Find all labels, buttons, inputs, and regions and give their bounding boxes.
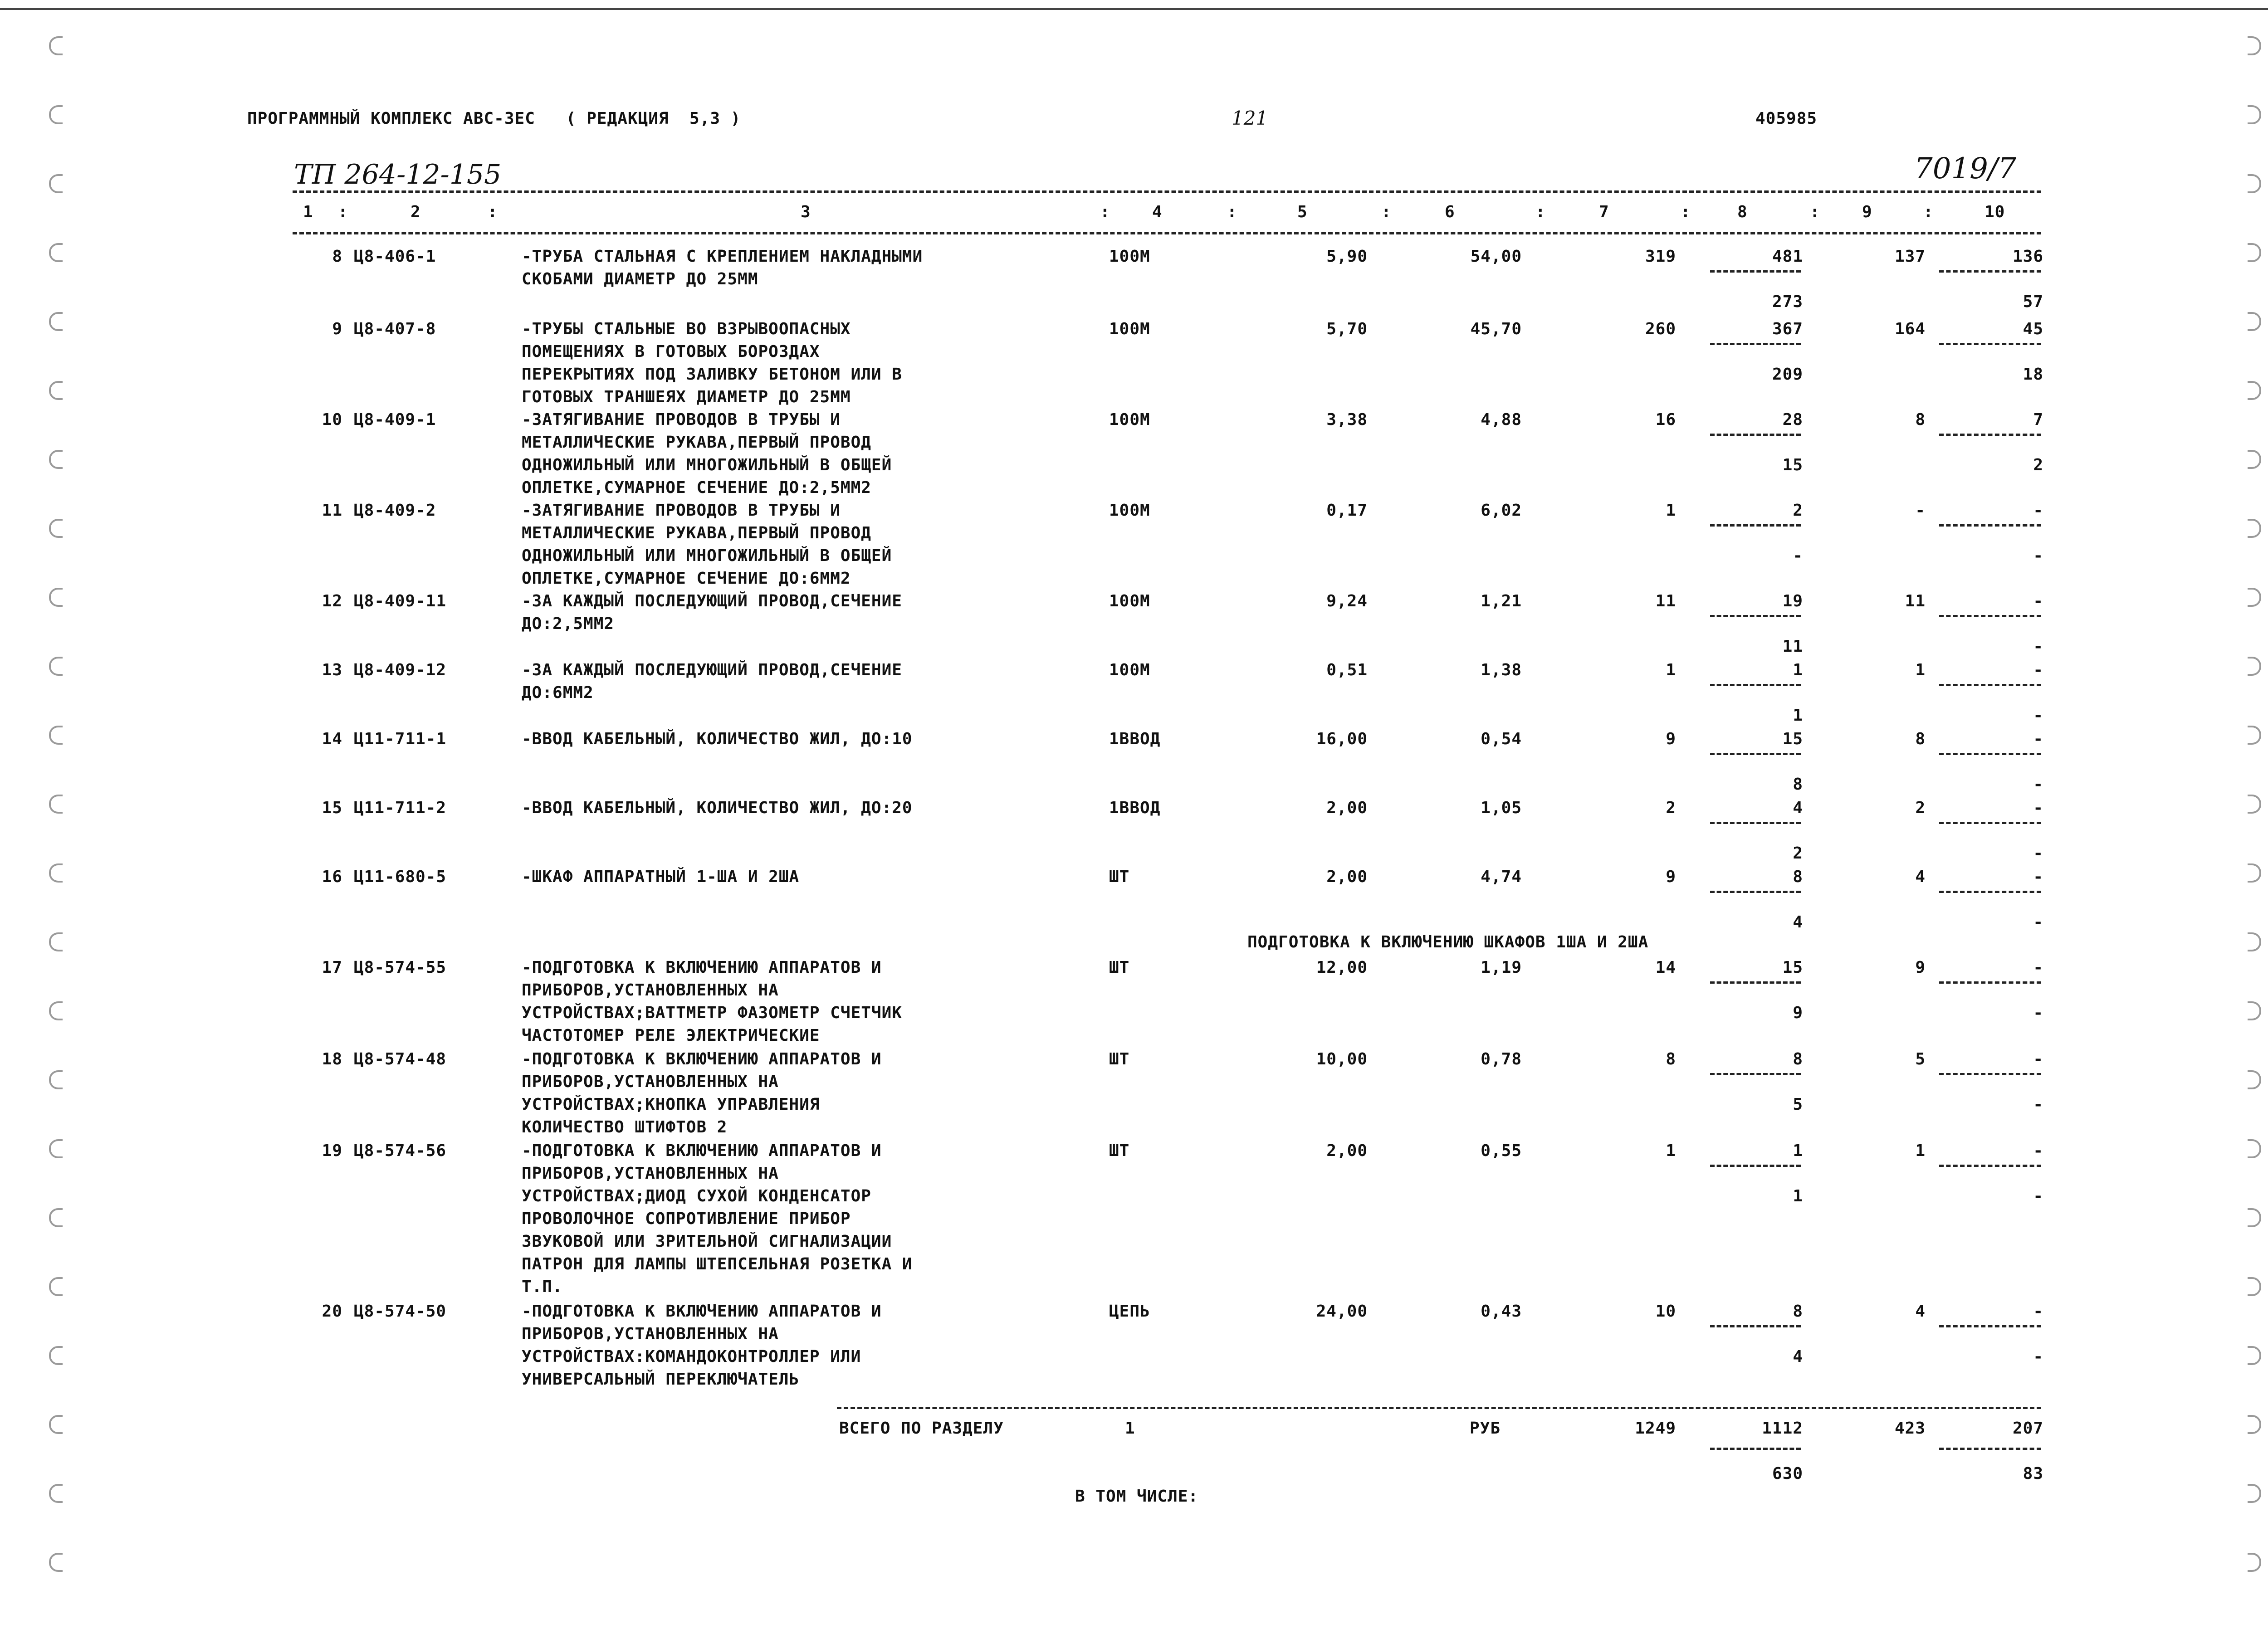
row-unit: 100М [1109,247,1150,266]
row-unit-price: 0,54 [1481,730,1522,748]
header-rule-top [293,190,2041,193]
feed-hole-left [49,36,63,55]
row-unit-price: 54,00 [1470,247,1522,266]
row-quantity: 10,00 [1316,1050,1368,1068]
row-description-line: ПОМЕЩЕНИЯХ В ГОТОВЫХ БОРОЗДАХ [522,342,820,361]
row-operation-divider [1939,615,2041,617]
row-wages: 15 [1782,958,1803,977]
row-operation-divider [1939,822,2041,824]
row-operation-sub: - [2033,1347,2043,1366]
row-wages-sub: 15 [1782,456,1803,474]
feed-hole-left [49,105,63,124]
row-machines: 8 [1915,730,1926,748]
row-description-line: -ТРУБЫ СТАЛЬНЫЕ ВО ВЗРЫВООПАСНЫХ [522,320,851,338]
feed-hole-left [49,1484,63,1503]
feed-hole-right [2248,657,2261,676]
column-header-4: 4 [1152,203,1163,221]
feed-hole-left [49,381,63,400]
row-description-line: -ПОДГОТОВКА К ВКЛЮЧЕНИЮ АППАРАТОВ И [522,1302,882,1321]
row-unit-price: 4,74 [1481,868,1522,886]
row-number: 10 [322,410,342,429]
row-machines: 9 [1915,958,1926,977]
row-description-line: -ЗАТЯГИВАНИЕ ПРОВОДОВ В ТРУБЫ И [522,501,841,520]
row-number: 20 [322,1302,342,1321]
row-description-line: ПРИБОРОВ,УСТАНОВЛЕННЫХ НА [522,1325,779,1343]
feed-hole-right [2248,519,2261,538]
row-description-line: МЕТАЛЛИЧЕСКИЕ РУКАВА,ПЕРВЫЙ ПРОВОД [522,524,871,542]
row-quantity: 0,51 [1326,661,1368,679]
row-operation: - [2033,730,2043,748]
row-number: 16 [322,868,342,886]
column-header-6: 6 [1445,203,1455,221]
row-unit-price: 1,05 [1481,799,1522,817]
row-description-line: МЕТАЛЛИЧЕСКИЕ РУКАВА,ПЕРВЫЙ ПРОВОД [522,433,871,452]
row-operation-sub: - [2033,706,2043,725]
row-unit-price: 6,02 [1481,501,1522,520]
column-separator: : [1381,203,1392,221]
row-description-line: УСТРОЙСТВАХ;КНОПКА УПРАВЛЕНИЯ [522,1095,820,1114]
row-total-cost: 260 [1645,320,1676,338]
row-operation: - [2033,958,2043,977]
total-c8: 1112 [1762,1419,1803,1438]
row-operation-divider [1939,684,2041,686]
row-description-line: ГОТОВЫХ ТРАНШЕЯХ ДИАМЕТР ДО 25ММ [522,388,851,406]
row-number: 11 [322,501,342,520]
row-description-line: ДО:6ММ2 [522,683,594,702]
row-operation-sub: - [2033,913,2043,932]
row-wages-divider [1710,822,1801,824]
row-wages-sub: 1 [1793,1187,1803,1205]
row-description-line: Т.П. [522,1278,563,1296]
row-wages-sub: 8 [1793,775,1803,794]
row-quantity: 16,00 [1316,730,1368,748]
row-quantity: 2,00 [1326,1141,1368,1160]
row-wages-sub: 5 [1793,1095,1803,1114]
row-unit: ШТ [1109,868,1130,886]
row-description-line: ЗВУКОВОЙ ИЛИ ЗРИТЕЛЬНОЙ СИГНАЛИЗАЦИИ [522,1232,892,1251]
feed-hole-right [2248,36,2261,55]
total-currency: РУБ [1470,1419,1501,1438]
row-total-cost: 2 [1666,799,1676,817]
row-operation-sub: - [2033,637,2043,656]
row-wages: 8 [1793,1302,1803,1321]
row-description-line: ПРИБОРОВ,УСТАНОВЛЕННЫХ НА [522,981,779,1000]
footer-note: В ТОМ ЧИСЛЕ: [1075,1487,1199,1506]
row-description-line: ДО:2,5ММ2 [522,615,615,633]
row-description-line: -ЗА КАЖДЫЙ ПОСЛЕДУЮЩИЙ ПРОВОД,СЕЧЕНИЕ [522,592,902,610]
row-code: Ц11-711-2 [354,799,447,817]
row-description-line: УНИВЕРСАЛЬНЫЙ ПЕРЕКЛЮЧАТЕЛЬ [522,1370,800,1389]
row-total-cost: 10 [1655,1302,1676,1321]
feed-hole-right [2248,450,2261,469]
row-operation: 136 [2012,247,2043,266]
row-machines: 11 [1905,592,1926,610]
feed-hole-left [49,1070,63,1089]
row-number: 9 [332,320,342,338]
row-code: Ц8-409-12 [354,661,447,679]
row-wages: 15 [1782,730,1803,748]
document-code: 405985 [1755,109,1818,128]
row-description-line: ПРИБОРОВ,УСТАНОВЛЕННЫХ НА [522,1164,779,1183]
row-operation: - [2033,501,2043,520]
feed-hole-left [49,1001,63,1020]
header-rule-bottom [293,232,2041,234]
row-quantity: 2,00 [1326,868,1368,886]
row-wages-divider [1710,615,1801,617]
row-total-cost: 1 [1666,1141,1676,1160]
row-total-cost: 1 [1666,501,1676,520]
row-operation-divider [1939,434,2041,436]
row-wages-sub: 2 [1793,844,1803,863]
row-operation: - [2033,799,2043,817]
row-description-line: ОДНОЖИЛЬНЫЙ ИЛИ МНОГОЖИЛЬНЫЙ В ОБЩЕЙ [522,456,892,474]
row-code: Ц11-711-1 [354,730,447,748]
feed-hole-left [49,863,63,883]
row-operation-divider [1939,270,2041,273]
row-machines: 1 [1915,1141,1926,1160]
row-operation-sub: - [2033,546,2043,565]
feed-hole-right [2248,932,2261,951]
row-number: 14 [322,730,342,748]
row-number: 12 [322,592,342,610]
row-wages: 367 [1772,320,1803,338]
row-quantity: 5,70 [1326,320,1368,338]
row-wages-sub: 273 [1772,293,1803,311]
row-wages-divider [1710,684,1801,686]
row-description-line: ЧАСТОТОМЕР РЕЛЕ ЭЛЕКТРИЧЕСКИЕ [522,1026,820,1045]
row-operation-divider [1939,1325,2041,1327]
row-code: Ц8-409-2 [354,501,436,520]
column-separator: : [1923,203,1934,221]
row-description-line: -ПОДГОТОВКА К ВКЛЮЧЕНИЮ АППАРАТОВ И [522,1050,882,1068]
total-c9: 423 [1894,1419,1926,1438]
feed-hole-left [49,795,63,814]
feed-hole-right [2248,863,2261,883]
row-total-cost: 16 [1655,410,1676,429]
row-total-cost: 14 [1655,958,1676,977]
row-wages-divider [1710,891,1801,893]
row-operation: 7 [2033,410,2043,429]
row-unit-price: 1,21 [1481,592,1522,610]
row-code: Ц8-574-56 [354,1141,447,1160]
row-number: 15 [322,799,342,817]
row-operation-sub: 18 [2023,365,2043,384]
row-wages: 1 [1793,661,1803,679]
row-unit: 100М [1109,592,1150,610]
row-wages-sub: 11 [1782,637,1803,656]
row-wages-divider [1710,981,1801,984]
row-number: 17 [322,958,342,977]
row-unit-price: 0,55 [1481,1141,1522,1160]
row-unit: 100М [1109,501,1150,520]
feed-hole-left [49,1346,63,1365]
feed-hole-right [2248,174,2261,193]
row-operation-divider [1939,981,2041,984]
feed-hole-left [49,450,63,469]
row-wages-divider [1710,1325,1801,1327]
row-operation-sub: - [2033,844,2043,863]
feed-hole-right [2248,726,2261,745]
row-code: Ц11-680-5 [354,868,447,886]
row-description-line: -ШКАФ АППАРАТНЫЙ 1-ША И 2ША [522,868,800,886]
row-quantity: 3,38 [1326,410,1368,429]
top-edge [0,8,2268,10]
feed-hole-right [2248,588,2261,607]
total-c10: 207 [2012,1419,2043,1438]
row-description-line: ПАТРОН ДЛЯ ЛАМПЫ ШТЕПСЕЛЬНАЯ РОЗЕТКА И [522,1255,913,1273]
feed-hole-right [2248,243,2261,262]
column-separator: : [1681,203,1691,221]
column-separator: : [1227,203,1237,221]
row-unit-price: 1,38 [1481,661,1522,679]
row-description-line: -ПОДГОТОВКА К ВКЛЮЧЕНИЮ АППАРАТОВ И [522,958,882,977]
feed-hole-left [49,1553,63,1572]
row-wages-sub: - [1793,546,1803,565]
feed-hole-right [2248,381,2261,400]
row-number: 13 [322,661,342,679]
sheet-number: 7019/7 [1914,152,2017,185]
row-quantity: 0,17 [1326,501,1368,520]
row-quantity: 2,00 [1326,799,1368,817]
row-unit: ШТ [1109,958,1130,977]
feed-hole-right [2248,312,2261,331]
row-unit-price: 0,43 [1481,1302,1522,1321]
row-wages-divider [1710,1165,1801,1167]
row-machines: 4 [1915,1302,1926,1321]
row-operation-sub: 2 [2033,456,2043,474]
page-mark: 121 [1232,107,1268,129]
row-wages: 4 [1793,799,1803,817]
column-header-9: 9 [1862,203,1872,221]
row-unit: 1ВВОД [1109,730,1161,748]
row-wages-sub: 4 [1793,913,1803,932]
row-number: 18 [322,1050,342,1068]
row-description-line: ПРОВОЛОЧНОЕ СОПРОТИВЛЕНИЕ ПРИБОР [522,1210,851,1228]
feed-hole-left [49,588,63,607]
feed-hole-right [2248,1484,2261,1503]
row-operation: - [2033,868,2043,886]
feed-hole-right [2248,795,2261,814]
row-unit-price: 4,88 [1481,410,1522,429]
row-unit: 100М [1109,661,1150,679]
column-separator: : [488,203,498,221]
row-wages-sub: 209 [1772,365,1803,384]
total-c8-divider [1710,1448,1801,1450]
column-header-5: 5 [1297,203,1308,221]
feed-hole-right [2248,1070,2261,1089]
feed-hole-right [2248,1208,2261,1227]
feed-hole-right [2248,1415,2261,1434]
row-unit: ШТ [1109,1141,1130,1160]
row-machines: 2 [1915,799,1926,817]
row-operation: - [2033,1141,2043,1160]
feed-hole-right [2248,1139,2261,1158]
row-unit-price: 1,19 [1481,958,1522,977]
column-header-3: 3 [801,203,811,221]
row-machines: - [1915,501,1926,520]
row-unit: 1ВВОД [1109,799,1161,817]
row-description-line: ПРИБОРОВ,УСТАНОВЛЕННЫХ НА [522,1073,779,1091]
feed-hole-right [2248,1346,2261,1365]
row-total-cost: 9 [1666,730,1676,748]
feed-hole-left [49,519,63,538]
row-operation-sub: - [2033,1095,2043,1114]
row-operation: - [2033,1302,2043,1321]
feed-hole-right [2248,1277,2261,1296]
column-separator: : [1535,203,1546,221]
feed-hole-left [49,726,63,745]
section-note: ПОДГОТОВКА К ВКЛЮЧЕНИЮ ШКАФОВ 1ША И 2ША [1247,933,1649,951]
row-machines: 8 [1915,410,1926,429]
row-description-line: -ВВОД КАБЕЛЬНЫЙ, КОЛИЧЕСТВО ЖИЛ, ДО:10 [522,730,913,748]
row-operation: 45 [2023,320,2043,338]
total-c10-divider [1939,1448,2041,1450]
row-wages: 8 [1793,868,1803,886]
row-number: 8 [332,247,342,266]
row-total-cost: 9 [1666,868,1676,886]
row-description-line: ОПЛЕТКЕ,СУМАРНОЕ СЕЧЕНИЕ ДО:6ММ2 [522,569,851,588]
row-wages-divider [1710,524,1801,527]
row-wages-sub: 4 [1793,1347,1803,1366]
row-wages-divider [1710,1073,1801,1075]
feed-hole-left [49,1139,63,1158]
row-quantity: 12,00 [1316,958,1368,977]
row-wages: 8 [1793,1050,1803,1068]
row-operation-divider [1939,891,2041,893]
row-operation-sub: - [2033,1004,2043,1022]
row-total-cost: 319 [1645,247,1676,266]
total-label: ВСЕГО ПО РАЗДЕЛУ [839,1419,1004,1438]
row-operation-sub: - [2033,775,2043,794]
row-wages: 28 [1782,410,1803,429]
row-machines: 164 [1894,320,1926,338]
row-wages: 481 [1772,247,1803,266]
feed-hole-right [2248,1001,2261,1020]
total-c10b: 83 [2023,1464,2043,1483]
row-unit-price: 0,78 [1481,1050,1522,1068]
row-operation: - [2033,661,2043,679]
row-unit: ШТ [1109,1050,1130,1068]
row-description-line: -ТРУБА СТАЛЬНАЯ С КРЕПЛЕНИЕМ НАКЛАДНЫМИ [522,247,923,266]
row-wages-divider [1710,434,1801,436]
feed-hole-left [49,1415,63,1434]
row-code: Ц8-574-50 [354,1302,447,1321]
row-description-line: СКОБАМИ ДИАМЕТР ДО 25ММ [522,270,758,288]
row-wages-divider [1710,343,1801,345]
total-c8b: 630 [1772,1464,1803,1483]
row-machines: 137 [1894,247,1926,266]
row-description-line: ПЕРЕКРЫТИЯХ ПОД ЗАЛИВКУ БЕТОНОМ ИЛИ В [522,365,902,384]
feed-hole-left [49,174,63,193]
row-operation-divider [1939,753,2041,755]
row-code: Ц8-406-1 [354,247,436,266]
row-unit: 100М [1109,320,1150,338]
row-operation-sub: - [2033,1187,2043,1205]
row-operation-divider [1939,524,2041,527]
feed-hole-left [49,243,63,262]
column-header-2: 2 [411,203,421,221]
row-wages: 19 [1782,592,1803,610]
row-description-line: УСТРОЙСТВАХ;ДИОД СУХОЙ КОНДЕНСАТОР [522,1187,871,1205]
feed-hole-left [49,657,63,676]
row-description-line: -ПОДГОТОВКА К ВКЛЮЧЕНИЮ АППАРАТОВ И [522,1141,882,1160]
row-unit-price: 45,70 [1470,320,1522,338]
row-machines: 1 [1915,661,1926,679]
row-wages-sub: 9 [1793,1004,1803,1022]
feed-hole-left [49,312,63,331]
row-machines: 5 [1915,1050,1926,1068]
total-c4: 1 [1125,1419,1135,1438]
row-description-line: -ЗАТЯГИВАНИЕ ПРОВОДОВ В ТРУБЫ И [522,410,841,429]
row-operation: - [2033,1050,2043,1068]
feed-hole-left [49,1208,63,1227]
column-separator: : [1810,203,1820,221]
project-number: ТП 264-12-155 [294,159,502,190]
feed-hole-right [2248,1553,2261,1572]
row-code: Ц8-409-1 [354,410,436,429]
column-header-10: 10 [1984,203,2005,221]
row-operation-sub: 57 [2023,293,2043,311]
row-wages: 2 [1793,501,1803,520]
row-number: 19 [322,1141,342,1160]
row-description-line: УСТРОЙСТВАХ;ВАТТМЕТР ФАЗОМЕТР СЧЕТЧИК [522,1004,902,1022]
feed-hole-left [49,1277,63,1296]
column-header-7: 7 [1599,203,1609,221]
row-description-line: УСТРОЙСТВАХ:КОМАНДОКОНТРОЛЛЕР ИЛИ [522,1347,861,1366]
column-separator: : [338,203,348,221]
row-description-line: ОПЛЕТКЕ,СУМАРНОЕ СЕЧЕНИЕ ДО:2,5ММ2 [522,478,871,497]
row-code: Ц8-574-55 [354,958,447,977]
row-operation-divider [1939,1165,2041,1167]
row-quantity: 5,90 [1326,247,1368,266]
row-operation-divider [1939,1073,2041,1075]
row-code: Ц8-407-8 [354,320,436,338]
row-machines: 4 [1915,868,1926,886]
row-description-line: -ВВОД КАБЕЛЬНЫЙ, КОЛИЧЕСТВО ЖИЛ, ДО:20 [522,799,913,817]
row-code: Ц8-574-48 [354,1050,447,1068]
total-c7: 1249 [1635,1419,1676,1438]
row-wages-divider [1710,753,1801,755]
row-total-cost: 11 [1655,592,1676,610]
row-wages: 1 [1793,1141,1803,1160]
row-operation-divider [1939,343,2041,345]
column-separator: : [1100,203,1110,221]
row-code: Ц8-409-11 [354,592,447,610]
row-total-cost: 1 [1666,661,1676,679]
feed-hole-right [2248,105,2261,124]
row-quantity: 24,00 [1316,1302,1368,1321]
row-quantity: 9,24 [1326,592,1368,610]
column-header-8: 8 [1737,203,1748,221]
program-title: ПРОГРАММНЫЙ КОМПЛЕКС АВС-3ЕС ( РЕДАКЦИЯ 5,3 ) [247,109,741,128]
row-description-line: КОЛИЧЕСТВО ШТИФТОВ 2 [522,1118,728,1136]
row-total-cost: 8 [1666,1050,1676,1068]
row-operation: - [2033,592,2043,610]
row-description-line: -ЗА КАЖДЫЙ ПОСЛЕДУЮЩИЙ ПРОВОД,СЕЧЕНИЕ [522,661,902,679]
row-description-line: ОДНОЖИЛЬНЫЙ ИЛИ МНОГОЖИЛЬНЫЙ В ОБЩЕЙ [522,546,892,565]
column-header-1: 1 [303,203,313,221]
row-unit: ЦЕПЬ [1109,1302,1150,1321]
row-unit: 100М [1109,410,1150,429]
totals-rule [837,1407,2041,1409]
row-wages-divider [1710,270,1801,273]
row-wages-sub: 1 [1793,706,1803,725]
feed-hole-left [49,932,63,951]
